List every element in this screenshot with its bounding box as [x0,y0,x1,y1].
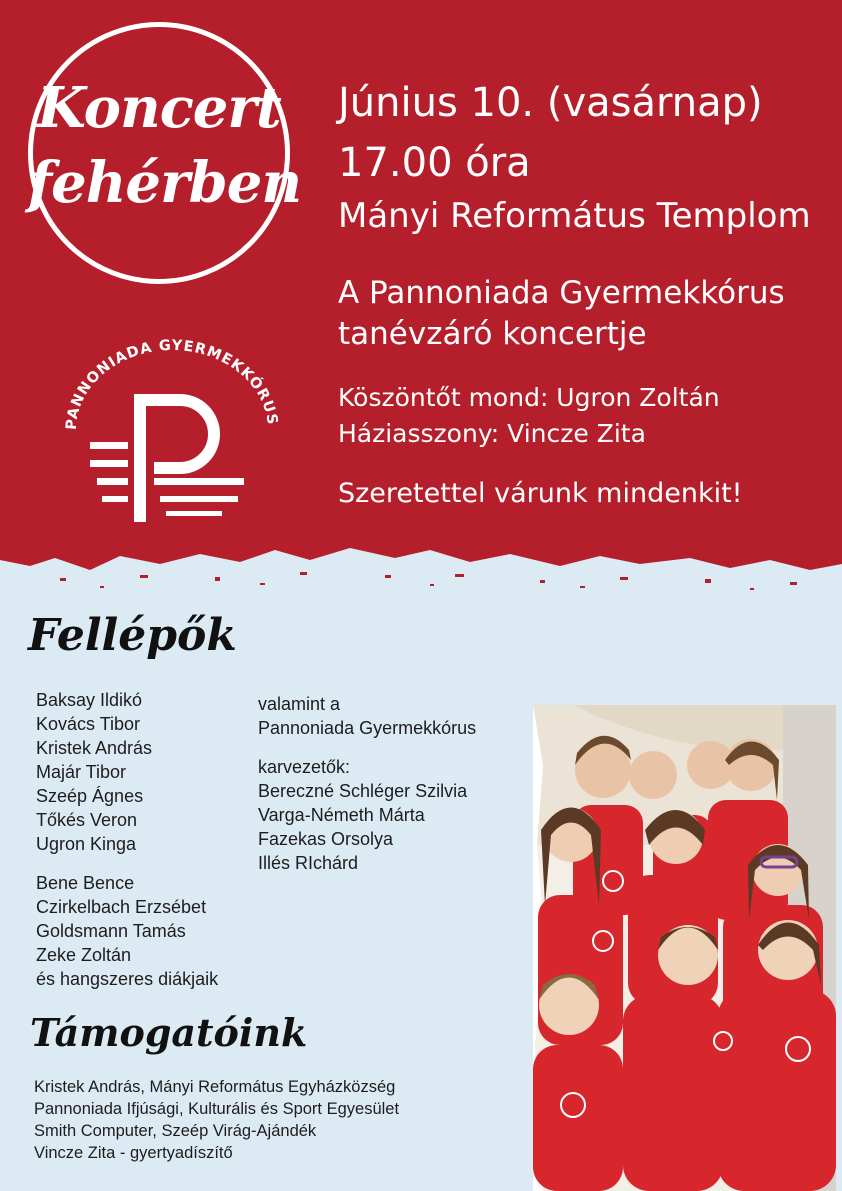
event-description-line2: tanévzáró koncertje [338,316,647,352]
performers-list-2 [36,871,218,991]
event-time: 17.00 óra [338,140,531,186]
list-item: Illés RIchárd [258,853,359,873]
list-item: Pannoniada Gyermekkórus [258,718,477,738]
concert-logo-line1: Koncert [37,75,281,141]
list-item: Ugron Kinga [36,834,137,854]
list-item: Baksay Ildikó [36,690,143,710]
list-item: Fazekas Orsolya [258,829,394,849]
list-item: valamint a [258,694,341,714]
list-item: és hangszeres diákjaik [36,969,219,989]
list-item: Kovács Tibor [36,714,141,734]
concert-logo-line2: fehérben [28,150,302,216]
performers-list-1 [36,688,152,856]
list-item: Smith Computer, Szeép Virág-Ajándék [34,1122,317,1140]
choir-photo [533,705,836,1191]
list-item: Vincze Zita - gyertyadíszítő [34,1144,233,1162]
list-item: Bereczné Schléger Szilvia [258,781,468,801]
list-item: Varga-Németh Márta [258,805,425,825]
choir-p-icon [90,400,244,522]
list-item: Kristek András, Mányi Református Egyházközség [34,1078,396,1096]
svg-text:PANNONIADA GYERMEKKÓRUS [64,338,280,431]
performers-heading: Fellépők [28,610,237,661]
list-item: Czirkelbach Erzsébet [36,897,207,917]
event-description-line1: A Pannoniada Gyermekkórus [338,275,785,311]
event-welcome: Szeretettel várunk mindenkit! [338,478,743,509]
event-date: Június 10. (vasárnap) [338,80,763,126]
event-host: Háziasszony: Vincze Zita [338,419,646,448]
list-item: Kristek András [36,738,153,758]
list-item: Goldsmann Tamás [36,921,186,941]
choir-logo [62,330,282,530]
event-greeting: Köszöntőt mond: Ugron Zoltán [338,383,720,412]
supporters-heading: Támogatóink [30,1010,308,1055]
conductors-list [258,755,467,875]
choir-logo-arc-text: PANNONIADA GYERMEKKÓRUS [63,337,280,431]
list-item: Zeke Zoltán [36,945,132,965]
conductors-label: karvezetők: [258,757,351,777]
choir-mention [258,692,476,740]
list-item: Bene Bence [36,873,135,893]
event-venue: Mányi Református Templom [338,196,811,236]
supporters-list [34,1076,399,1164]
list-item: Pannoniada Ifjúsági, Kulturális és Sport Egyesület [34,1100,400,1118]
list-item: Majár Tibor [36,762,127,782]
list-item: Szeép Ágnes [36,786,144,806]
list-item: Tőkés Veron [36,810,138,830]
